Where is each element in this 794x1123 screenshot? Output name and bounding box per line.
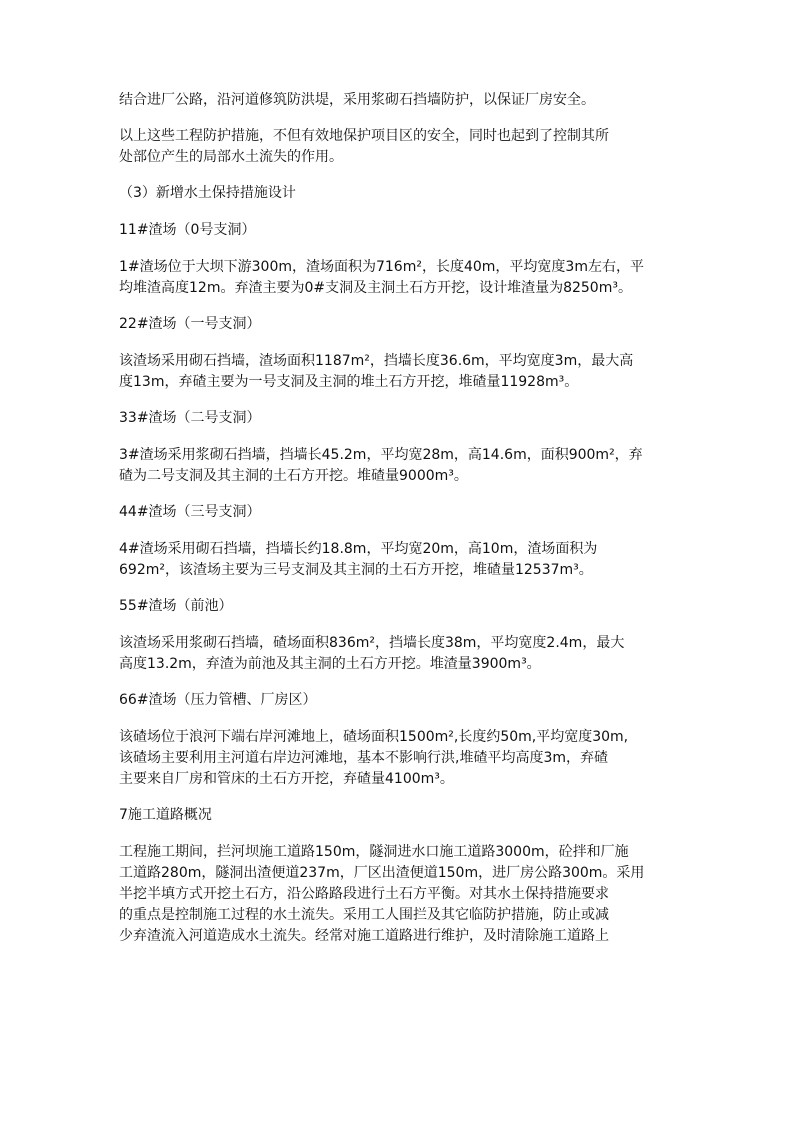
section-heading xyxy=(119,805,679,826)
text-line: 少弃渣流入河道造成水土流失。经常对施工道路进行维护，及时清除施工道路上 xyxy=(119,928,609,944)
text-line: 高度13.2m，弃渣为前池及其主洞的土石方开挖。堆渣量3900m³。 xyxy=(119,656,541,672)
text-line: （3）新增水土保持措施设计 xyxy=(119,185,296,201)
text-line: 主要来自厂房和管床的土石方开挖，弃碴量4100m³。 xyxy=(119,771,454,787)
text-line: 3#渣场采用浆砌石挡墙，挡墙长45.2m，平均宽28m，高14.6m，面积900m²，弃 xyxy=(119,447,643,463)
section-heading xyxy=(119,596,679,617)
text-line: 度13m，弃碴主要为一号支洞及主洞的堆土石方开挖，堆碴量11928m³。 xyxy=(119,374,579,390)
body-paragraph xyxy=(119,257,679,299)
body-paragraph xyxy=(119,90,679,111)
text-line: 44#渣场（三号支洞） xyxy=(119,504,261,520)
section-heading xyxy=(119,408,679,429)
body-paragraph xyxy=(119,539,679,581)
text-line: 7施工道路概况 xyxy=(119,807,212,823)
body-paragraph xyxy=(119,445,679,487)
text-line: 4#渣场采用砌石挡墙，挡墙长约18.8m，平均宽20m，高10m，渣场面积为 xyxy=(119,541,598,557)
text-line: 该碴场位于浪河下端右岸河滩地上，碴场面积1500m²,长度约50m,平均宽度30m, xyxy=(119,729,629,745)
text-line: 均堆渣高度12m。弃渣主要为0#支洞及主洞土石方开挖，设计堆渣量为8250m³。 xyxy=(119,280,632,296)
text-line: 该渣场采用砌石挡墙，渣场面积1187m²，挡墙长度36.6m，平均宽度3m，最大高 xyxy=(119,353,634,369)
text-line: 以上这些工程防护措施，不但有效地保护项目区的安全，同时也起到了控制其所 xyxy=(119,128,609,144)
text-line: 1#渣场位于大坝下游300m，渣场面积为716m²，长度40m，平均宽度3m左右，平 xyxy=(119,259,644,275)
section-heading xyxy=(119,220,679,241)
text-line: 33#渣场（二号支洞） xyxy=(119,410,261,426)
section-heading xyxy=(119,502,679,523)
text-line: 半挖半填方式开挖土石方，沿公路路段进行土石方平衡。对其水土保持措施要求 xyxy=(119,886,609,902)
body-paragraph xyxy=(119,126,679,168)
text-line: 22#渣场（一号支洞） xyxy=(119,316,261,332)
section-heading xyxy=(119,183,679,204)
body-paragraph xyxy=(119,727,679,790)
section-heading xyxy=(119,314,679,335)
body-paragraph xyxy=(119,351,679,393)
text-line: 692m²，该渣场主要为三号支洞及其主洞的土石方开挖，堆碴量12537m³。 xyxy=(119,562,593,578)
body-paragraph xyxy=(119,633,679,675)
text-line: 66#渣场（压力管槽、厂房区） xyxy=(119,692,317,708)
text-line: 工程施工期间，拦河坝施工道路150m，隧洞进水口施工道路3000m，砼拌和厂施 xyxy=(119,844,629,860)
text-line: 55#渣场（前池） xyxy=(119,598,233,614)
text-line: 碴为二号支洞及其主洞的土石方开挖。堆碴量9000m³。 xyxy=(119,468,468,484)
text-line: 该碴场主要利用主河道右岸边河滩地，基本不影响行洪,堆碴平均高度3m，弃碴 xyxy=(119,750,608,766)
text-line: 11#渣场（0号支洞） xyxy=(119,222,256,238)
text-line: 的重点是控制施工过程的水土流失。采用工人围拦及其它临防护措施，防止或减 xyxy=(119,907,609,923)
text-line: 工道路280m，隧洞出渣便道237m，厂区出渣便道150m，进厂房公路300m。采用 xyxy=(119,865,645,881)
body-paragraph xyxy=(119,842,679,947)
document-content xyxy=(119,90,679,962)
text-line: 处部位产生的局部水土流失的作用。 xyxy=(119,149,343,165)
text-line: 该渣场采用浆砌石挡墙，碴场面积836m²，挡墙长度38m，平均宽度2.4m，最大 xyxy=(119,635,625,651)
text-line: 结合进厂公路，沿河道修筑防洪堤，采用浆砌石挡墙防护，以保证厂房安全。 xyxy=(119,92,595,108)
section-heading xyxy=(119,690,679,711)
